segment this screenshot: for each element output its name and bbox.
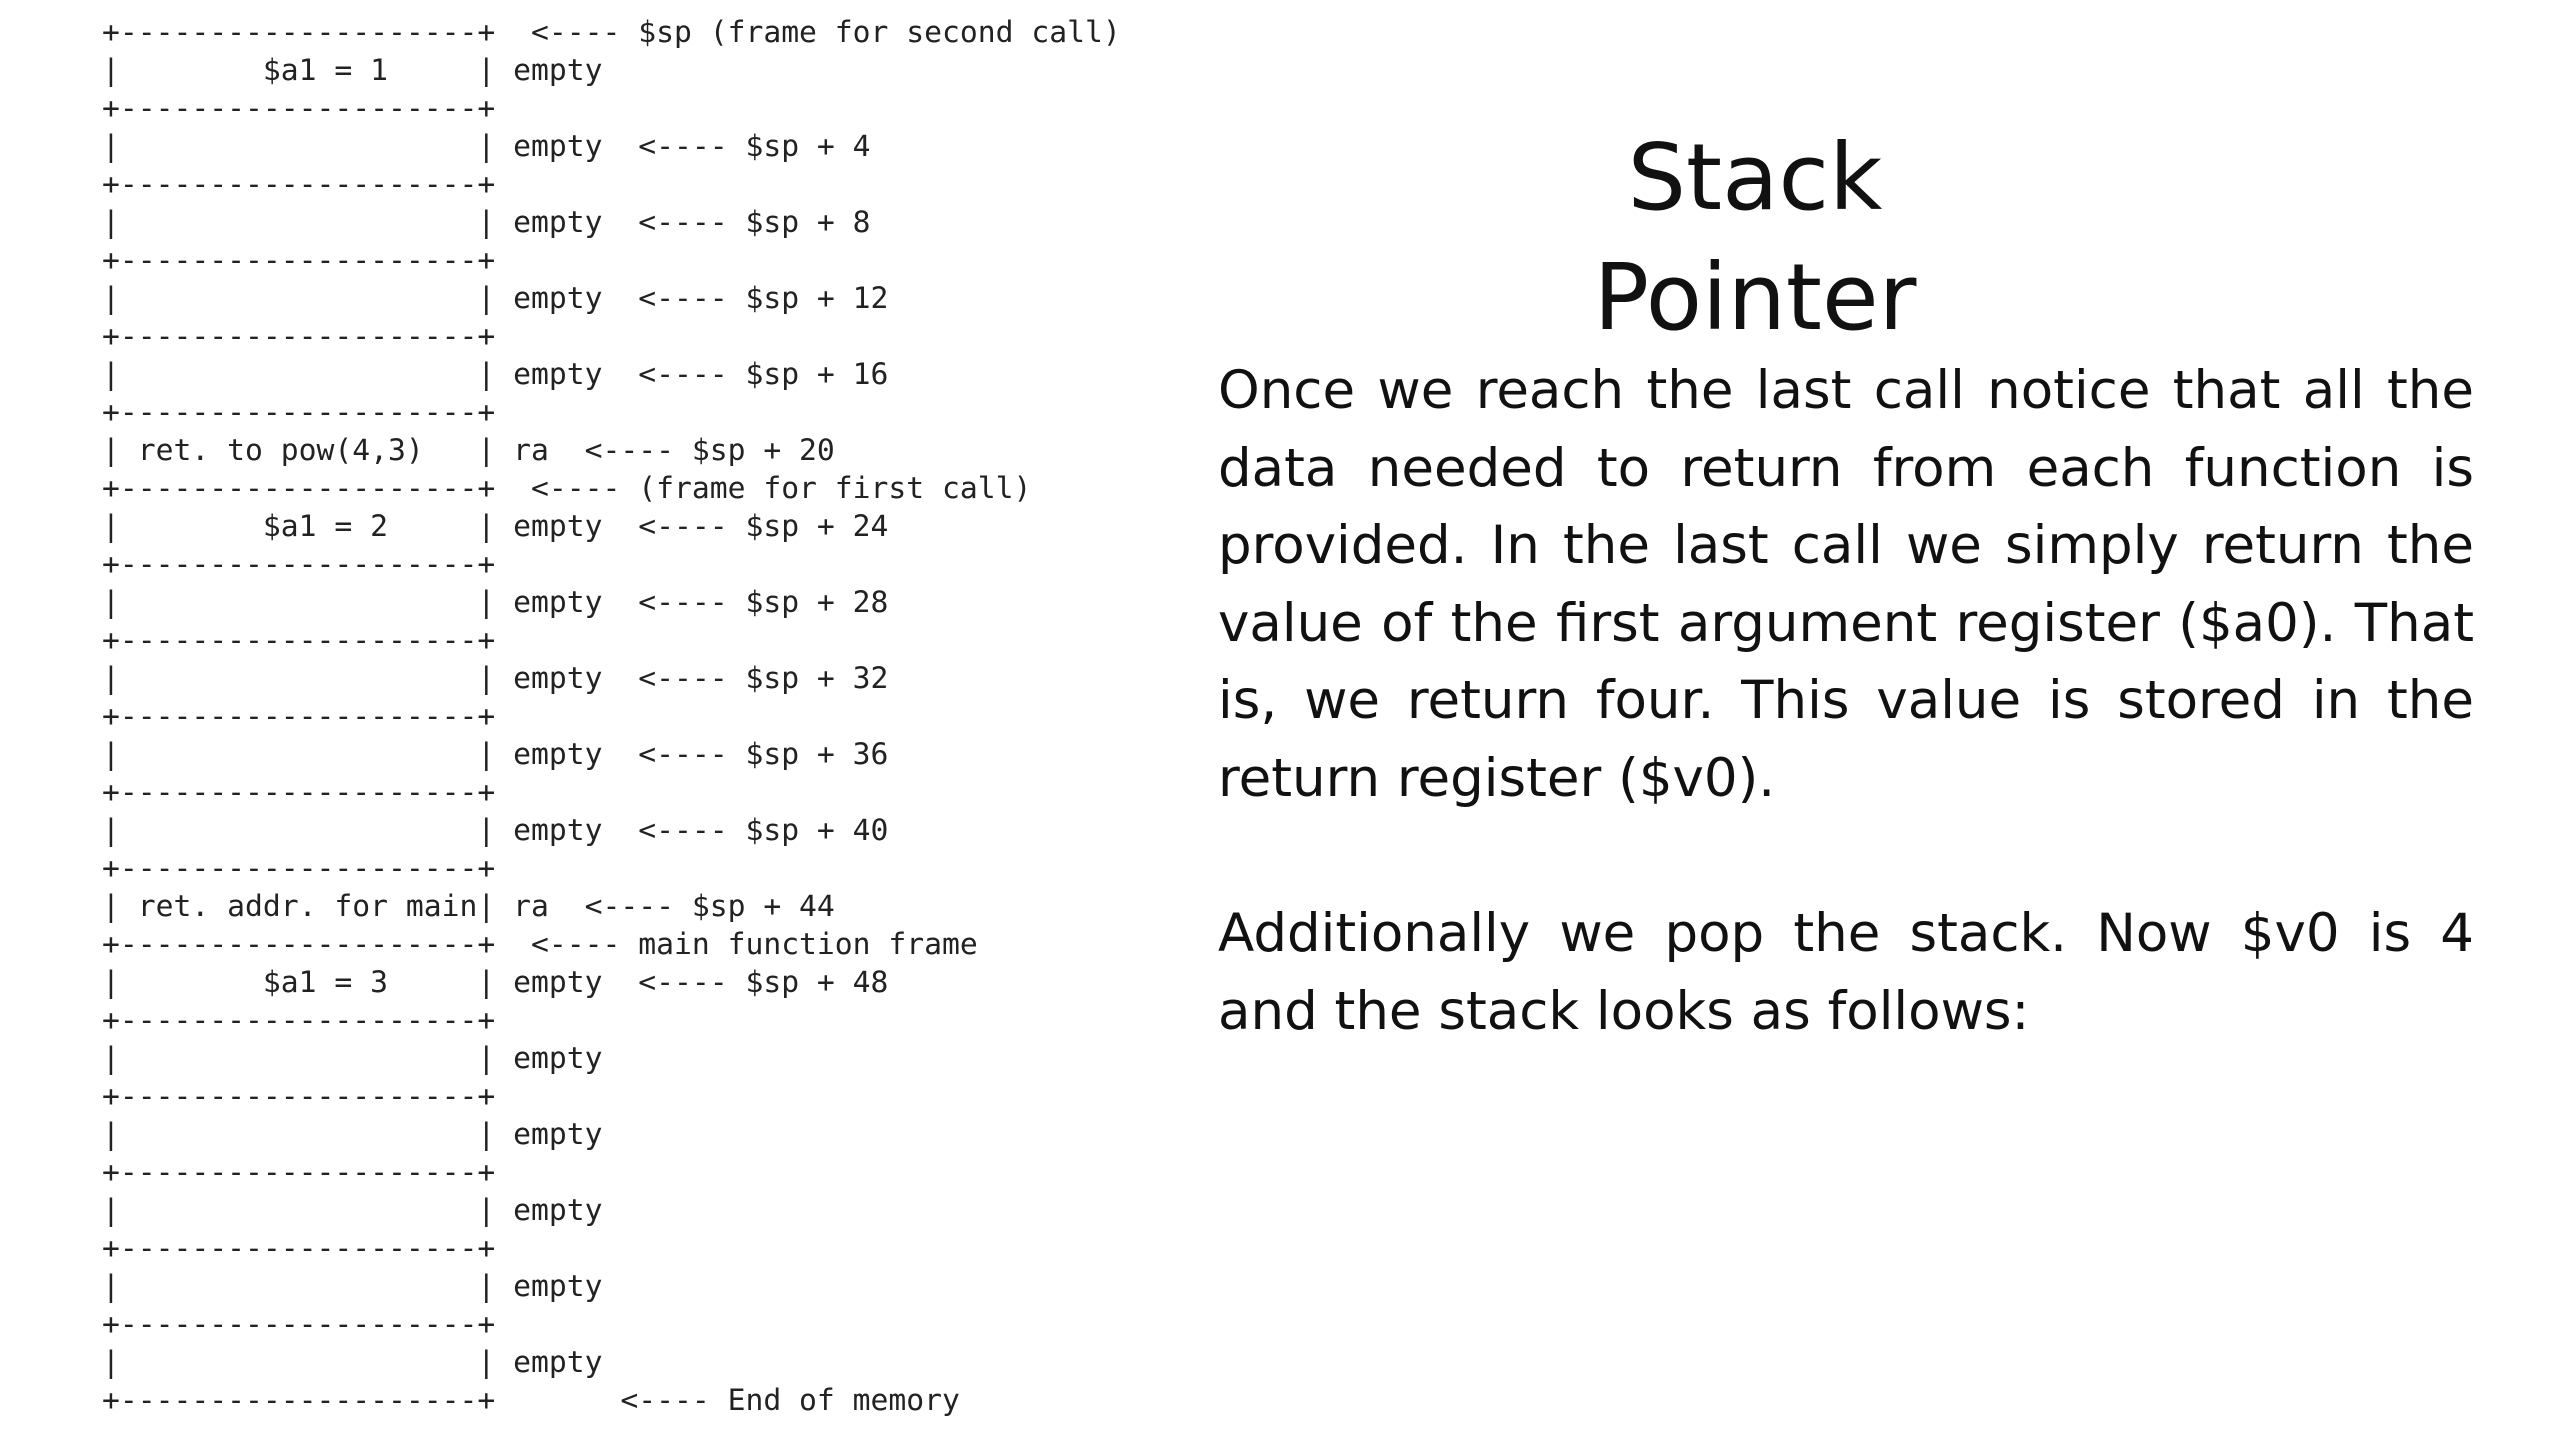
stack-diagram-line: +--------------------+ xyxy=(102,1003,496,1038)
stack-diagram-line: | | empty xyxy=(102,1117,603,1152)
stack-diagram-line: | | empty <---- $sp + 28 xyxy=(102,585,889,620)
slide-title: Stack Pointer xyxy=(1593,124,1917,351)
stack-diagram-line: +--------------------+ xyxy=(102,1307,496,1342)
stack-diagram xyxy=(102,14,1121,1420)
stack-diagram-line: +--------------------+ xyxy=(102,1079,496,1114)
stack-diagram-line: | $a1 = 2 | empty <---- $sp + 24 xyxy=(102,509,889,544)
stack-diagram-line: +--------------------+ xyxy=(102,775,496,810)
stack-diagram-line: +--------------------+ xyxy=(102,319,496,354)
explanation-paragraph: Once we reach the last call notice that all the data needed to return from each function is provided. In the last call we simply return the value of the first argument register ($a0). That is, we return four. This value is stored in the return register ($v0). xyxy=(1218,360,2474,809)
stack-diagram-line: +--------------------+ xyxy=(102,851,496,886)
stack-diagram-line: +--------------------+ xyxy=(102,623,496,658)
stack-diagram-line: +--------------------+ <---- (frame for first call) xyxy=(102,471,1032,506)
stack-diagram-line: | | empty <---- $sp + 16 xyxy=(102,357,889,392)
stack-diagram-line: +--------------------+ <---- $sp (frame for second call) xyxy=(102,15,1121,50)
stack-diagram-line: | | empty <---- $sp + 32 xyxy=(102,661,889,696)
stack-diagram-line: +--------------------+ xyxy=(102,1231,496,1266)
stack-diagram-line: | | empty <---- $sp + 4 xyxy=(102,129,871,164)
stack-diagram-line: +--------------------+ xyxy=(102,91,496,126)
pop-stack-paragraph: Additionally we pop the stack. Now $v0 is 4 and the stack looks as follows: xyxy=(1218,903,2474,1042)
stack-diagram-line: | | empty <---- $sp + 40 xyxy=(102,813,889,848)
stack-diagram-line: +--------------------+ xyxy=(102,243,496,278)
stack-diagram-line: +--------------------+ xyxy=(102,395,496,430)
stack-diagram-line: | $a1 = 1 | empty xyxy=(102,53,603,88)
stack-diagram-line: | | empty xyxy=(102,1345,603,1380)
stack-diagram-line: | | empty xyxy=(102,1041,603,1076)
stack-diagram-line: | ret. to pow(4,3) | ra <---- $sp + 20 xyxy=(102,433,835,468)
stack-diagram-line: | ret. addr. for main| ra <---- $sp + 44 xyxy=(102,889,835,924)
stack-diagram-line: +--------------------+ xyxy=(102,699,496,734)
stack-diagram-line: | | empty <---- $sp + 8 xyxy=(102,205,871,240)
stack-diagram-line: +--------------------+ xyxy=(102,167,496,202)
stack-diagram-line: +--------------------+ xyxy=(102,547,496,582)
stack-diagram-line: | $a1 = 3 | empty <---- $sp + 48 xyxy=(102,965,889,1000)
stack-diagram-line: | | empty <---- $sp + 12 xyxy=(102,281,889,316)
stack-diagram-line: | | empty xyxy=(102,1193,603,1228)
stack-diagram-line: +--------------------+ xyxy=(102,1155,496,1190)
stack-diagram-line: | | empty <---- $sp + 36 xyxy=(102,737,889,772)
stack-diagram-line: | | empty xyxy=(102,1269,603,1304)
stack-diagram-line: +--------------------+ <---- main function frame xyxy=(102,927,978,962)
stack-diagram-line: +--------------------+ <---- End of memory xyxy=(102,1383,960,1418)
